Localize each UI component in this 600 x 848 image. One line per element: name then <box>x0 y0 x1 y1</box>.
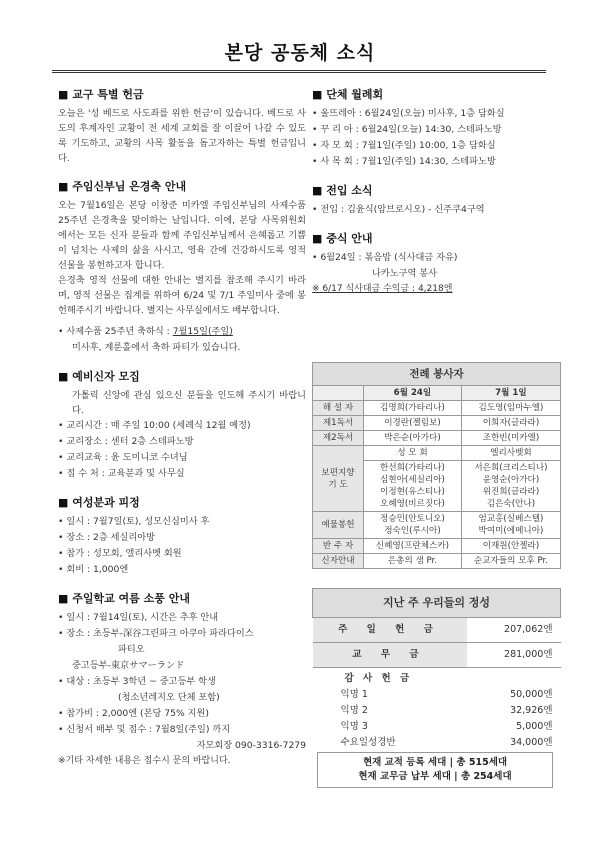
retreat-item: • 장소 : 2층 세실리아방 <box>58 532 156 543</box>
prayer-label-text: 보편지향 기 도 <box>321 467 355 490</box>
picnic-apply: • 신청서 배부 및 접수 : 7월8일(주일) 까지 <box>58 724 231 735</box>
donation-section <box>58 86 306 166</box>
picnic-title: ■ 주일학교 여름 소풍 안내 <box>58 592 190 605</box>
retreat-item: • 참가 : 성모회, 엘리사벳 회원 <box>58 548 182 559</box>
name-entry: 정숙인(루시아) <box>384 526 441 536</box>
jubilee-body-2: 은경축 영적 선물에 대한 안내는 별지를 참조해 주시기 바라며, 영적 선물은 집계를 위하여 6/24 및 7/1 주일미사 중에 봉헌해주시기 바랍니다. 별지는 사무실에서도 배부합니다. <box>58 275 306 316</box>
amount: 32,926엔 <box>510 705 553 716</box>
meetings-title: ■ 단체 월례회 <box>312 88 384 101</box>
picnic-note: ※기타 자세한 내용은 접수시 문의 바랍니다. <box>58 756 231 766</box>
lunch-note: ※ 6/17 식사대금 수익금 : 4,218엔 <box>312 284 453 294</box>
tithe-households: 현재 교무금 납부 세대 | 총 254세대 <box>358 771 512 782</box>
jubilee-celebration <box>58 324 306 340</box>
liturgy-schedule-table <box>312 362 561 569</box>
row-label: 제1독서 <box>313 416 364 431</box>
picnic-fee: • 참가비 : 2,000엔 (본당 75% 지원) <box>58 708 209 719</box>
donation-body: 오늘은 '성 베드로 사도좌를 위한 헌금'이 있습니다. 베드로 사도의 후계자인 교황이 전 세계 교회를 잘 이끌어 나갈 수 있도록 기도하고, 교황의 사목 활동을 돕고자하는 특별 헌금입니다. <box>58 108 306 164</box>
lunch-title: ■ 중식 안내 <box>312 232 373 245</box>
lunch-item-cont: 나카노구역 봉사 <box>372 268 438 279</box>
jubilee-celebration-date: 7월15일(주일) <box>172 326 233 337</box>
transfer-section <box>312 182 562 218</box>
cell: 김도영(임마누엘) <box>461 401 560 416</box>
cell <box>461 512 560 539</box>
name-entry: 오혜영(비르짓다) <box>380 499 445 509</box>
table-row <box>313 719 561 735</box>
row-label: 수요일성경반 <box>340 737 396 748</box>
row-label: 신자안내 <box>313 554 364 569</box>
name-entry: 위진희(글라라) <box>482 487 540 497</box>
amount: 281,000엔 <box>467 643 561 668</box>
picnic-place: • 장소 : 초등부-深谷그린파크 아쿠아 파라다이스 <box>58 628 254 639</box>
schedule-date: 6월 24일 <box>364 386 462 401</box>
table-row <box>313 401 561 416</box>
prayer-label <box>313 446 364 512</box>
picnic-target: • 대상 : 초등부 3학년 ~ 중고등부 학생 <box>58 676 216 687</box>
cell: 김명희(가타리나) <box>364 401 462 416</box>
row-label: 주 일 헌 금 <box>313 618 467 643</box>
cell <box>364 512 462 539</box>
left-column <box>58 86 306 781</box>
table-row <box>313 539 561 554</box>
schedule-title: 전례 봉사자 <box>313 363 561 386</box>
cell: 조한빈(미카엘) <box>461 431 560 446</box>
registered-households: 현재 교적 등록 세대 | 총 515세대 <box>362 757 508 768</box>
offering-title: 지난 주 우리들의 정성 <box>313 589 561 618</box>
cell: 신혜영(프란체스카) <box>364 539 462 554</box>
picnic-target-note: (청소년레지오 단체 포함) <box>118 692 220 703</box>
cell: 박은순(아가다) <box>364 431 462 446</box>
table-row <box>313 512 561 539</box>
table-row <box>313 703 561 719</box>
offering-table <box>312 588 561 751</box>
cell <box>461 461 560 512</box>
catechumen-item: • 접 수 처 : 교육분과 및 사무실 <box>58 468 185 479</box>
meetings-section <box>312 86 562 170</box>
jubilee-body-1: 오는 7월16일은 본당 이창준 미카엘 주임신부님의 사제수품 25주년 은경축을 맞이하는 날입니다. 이에, 본당 사목위원회에서는 모든 신자 분들과 함께 주임신부님께서 은혜롭고 기쁨이 넘치는 사제의 삶을 사시고, 영육 간에 건강하시도록 영적선물을 봉헌하고자 합니다. <box>58 200 306 271</box>
table-row <box>313 554 561 569</box>
jubilee-title: ■ 주임신부님 은경축 안내 <box>58 180 187 193</box>
table-row <box>313 416 561 431</box>
retreat-item: • 회비 : 1,000엔 <box>58 564 129 575</box>
row-label: 익명 3 <box>340 721 368 732</box>
amount: 207,062엔 <box>467 618 561 643</box>
amount: 5,000엔 <box>516 721 553 732</box>
group-header: 엘리사벳회 <box>461 446 560 461</box>
page-title: 본당 공동체 소식 <box>224 42 376 64</box>
catechumen-item: • 교리교육 : 윤 도미니코 수녀님 <box>58 452 188 463</box>
retreat-title: ■ 여성분과 피정 <box>58 496 140 509</box>
catechumen-title: ■ 예비신자 모집 <box>58 370 140 383</box>
lunch-section <box>312 230 562 297</box>
cell <box>364 461 462 512</box>
title-divider <box>52 70 546 73</box>
row-label: 제2독서 <box>313 431 364 446</box>
name-entry: 박여미(에메니아) <box>478 526 544 536</box>
table-row <box>313 735 561 751</box>
name-entry: 한선희(가타리나) <box>380 463 445 473</box>
catechumen-body: 가톨릭 신앙에 관심 있으신 분들을 인도해 주시기 바랍니다. <box>72 390 306 416</box>
table-row <box>313 643 561 668</box>
name-entry: 심현아(세실리아) <box>380 475 445 485</box>
picnic-date: • 일시 : 7월14일(토), 시간은 추후 안내 <box>58 612 219 623</box>
picnic-place-cont: 파티오 <box>118 644 145 655</box>
household-totals <box>317 752 553 788</box>
group-header: 성 모 회 <box>364 446 462 461</box>
row-label: 교 무 금 <box>313 643 467 668</box>
table-row <box>313 431 561 446</box>
jubilee-section <box>58 178 306 356</box>
thanks-title: 감 사 헌 금 <box>344 673 413 684</box>
picnic-contact: 자모회장 090-3316-7279 <box>196 740 306 751</box>
jubilee-celebration-detail: 미사후, 계룬홀에서 축하 파티가 있습니다. <box>72 342 241 353</box>
amount: 50,000엔 <box>510 689 553 700</box>
retreat-section <box>58 494 306 578</box>
row-label: 예물봉헌 <box>313 512 364 539</box>
jubilee-celebration-label: • 사제수품 25주년 축하식 : <box>58 326 170 337</box>
cell: 순교자들의 모후 Pr. <box>461 554 560 569</box>
row-label: 반 주 자 <box>313 539 364 554</box>
transfer-title: ■ 전입 소식 <box>312 184 373 197</box>
table-row <box>313 618 561 643</box>
schedule-corner <box>313 386 364 401</box>
name-entry: 정승민(안토니오) <box>380 514 445 524</box>
name-entry: 이정현(유스티나) <box>380 487 445 497</box>
name-entry: 서은희(크리스티나) <box>474 463 548 473</box>
cell: 이경란(젤림보) <box>364 416 462 431</box>
name-entry: 윤영순(아가다) <box>482 475 540 485</box>
cell: 이재원(안젤라) <box>461 539 560 554</box>
picnic-section <box>58 590 306 769</box>
amount: 34,000엔 <box>510 737 553 748</box>
meetings-item: • 자 모 회 : 7월1일(주일) 10:00, 1층 담화실 <box>312 140 496 151</box>
name-entry: 김은숙(안나) <box>486 499 536 509</box>
retreat-item: • 일시 : 7월7일(토), 성모신심미사 후 <box>58 516 210 527</box>
meetings-item: • 울뜨레아 : 6월24일(오늘) 미사후, 1층 담화실 <box>312 108 505 119</box>
table-row <box>313 687 561 703</box>
transfer-item: • 전입 : 김윤식(암브로시오) - 신주쿠4구역 <box>312 204 485 215</box>
cell: 은총의 샘 Pr. <box>364 554 462 569</box>
meetings-item: • 꾸 리 아 : 6월24일(오늘) 14:30, 스테파노방 <box>312 124 502 135</box>
name-entry: 엄교홍(실베스텔) <box>478 514 544 524</box>
meetings-item: • 사 목 회 : 7월1일(주일) 14:30, 스테파노방 <box>312 156 496 167</box>
row-label: 익명 1 <box>340 689 368 700</box>
catechumen-item: • 교리시간 : 매 주일 10:00 (세례식 12월 예정) <box>58 420 251 431</box>
donation-title: ■ 교구 특별 헌금 <box>58 88 144 101</box>
lunch-item: • 6월24일 : 볶음밥 (식사대금 자유) <box>312 252 458 263</box>
right-column <box>312 86 562 309</box>
catechumen-section <box>58 368 306 482</box>
row-label: 해 설 자 <box>313 401 364 416</box>
schedule-date: 7월 1일 <box>461 386 560 401</box>
picnic-place-secondary: 중고등부-東京サマーランド <box>72 660 185 671</box>
catechumen-item: • 교리장소 : 센터 2층 스테파노방 <box>58 436 194 447</box>
row-label: 익명 2 <box>340 705 368 716</box>
cell: 이희자(글라라) <box>461 416 560 431</box>
